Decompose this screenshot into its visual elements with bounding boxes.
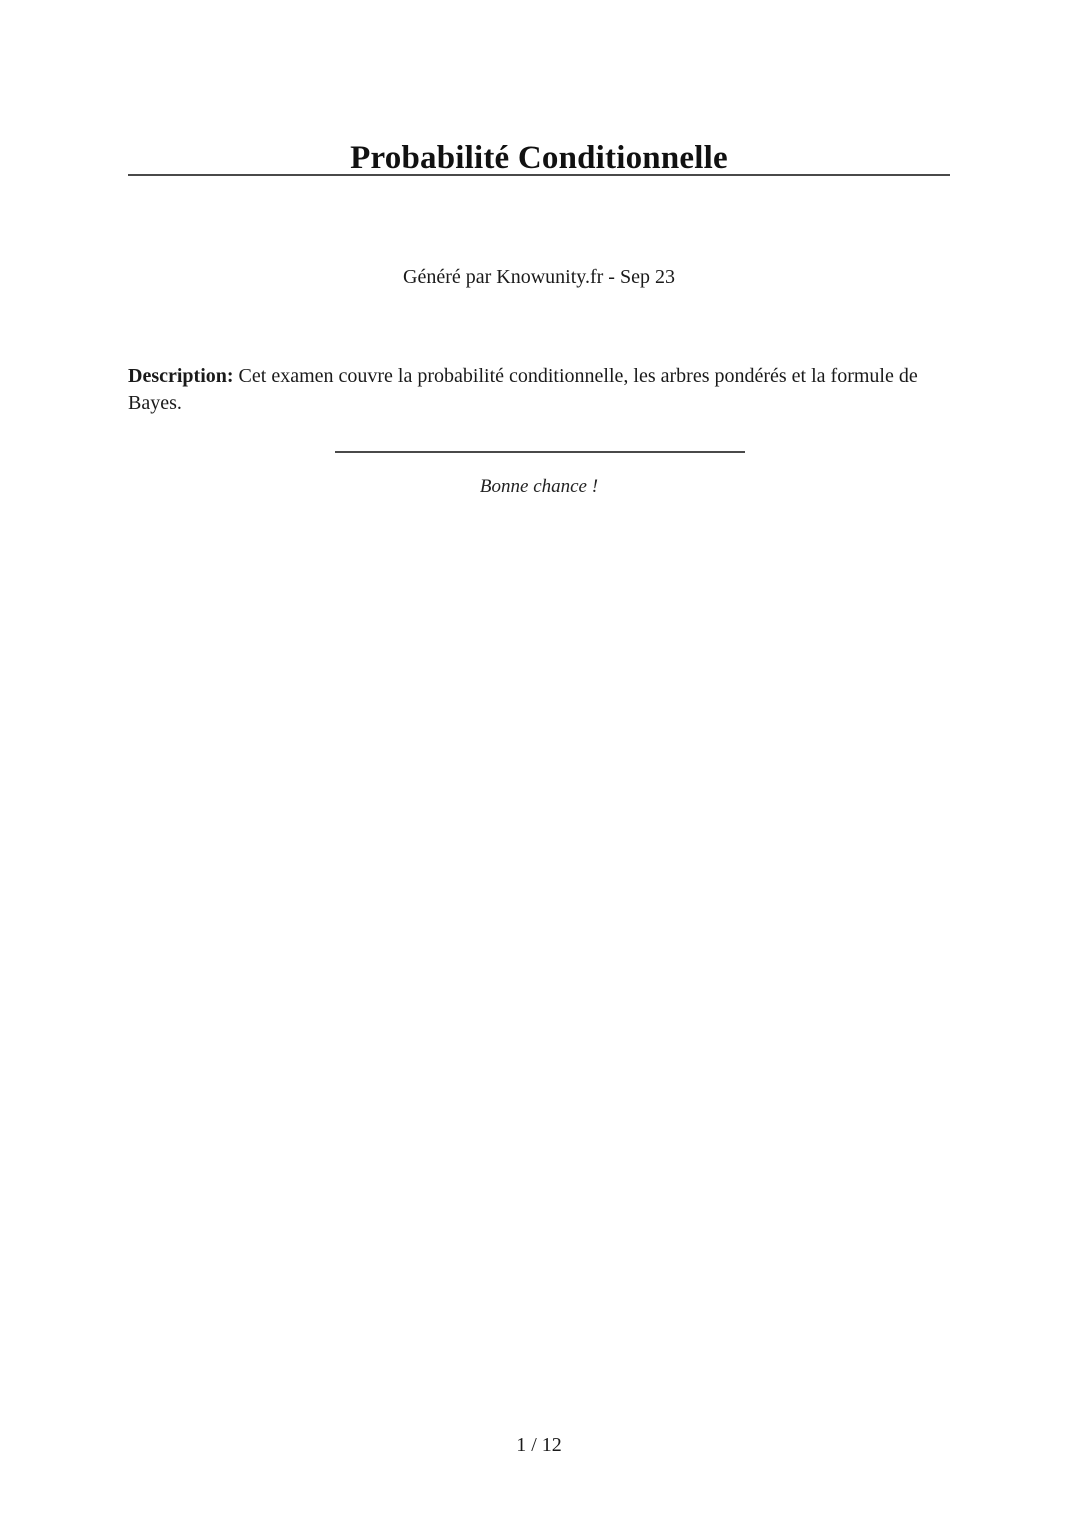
description-paragraph — [128, 363, 950, 417]
generated-by-text: Généré par Knowunity.fr - Sep 23 — [403, 266, 675, 288]
description-label: Description: — [128, 365, 234, 387]
page-title: Probabilité Conditionnelle — [350, 140, 728, 177]
good-luck-text: Bonne chance ! — [479, 476, 599, 497]
center-divider — [335, 451, 745, 453]
title-divider — [128, 174, 950, 176]
description-text: Cet examen couvre la probabilité conditionnelle, les arbres pondérés et la formule de Bayes. — [128, 365, 918, 414]
page-number: 1 / 12 — [516, 1434, 562, 1456]
